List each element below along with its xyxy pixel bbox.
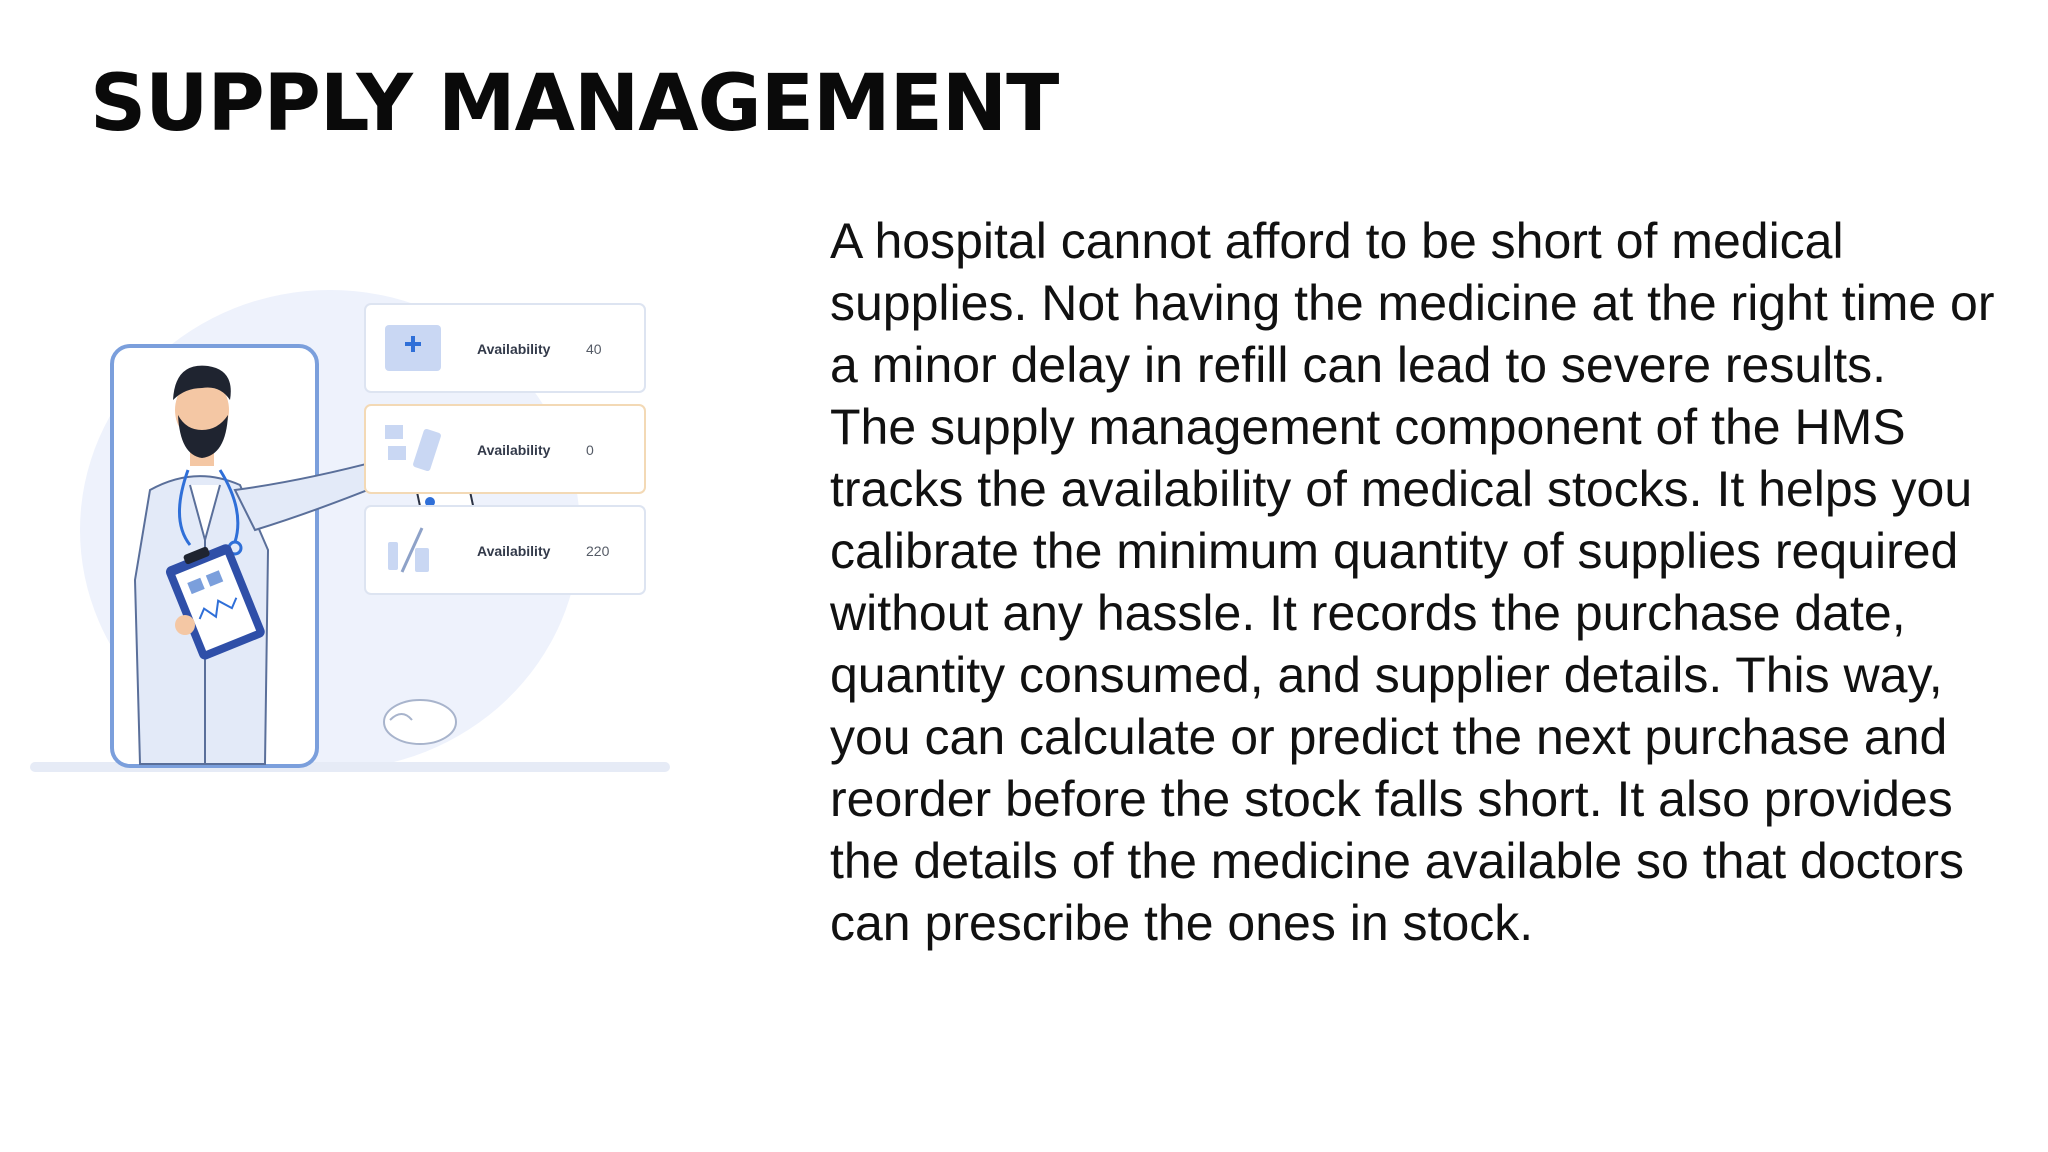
card-value: 0 — [586, 442, 594, 458]
card-label: Availability — [477, 543, 551, 559]
availability-card — [365, 304, 645, 392]
availability-card — [365, 405, 645, 493]
paragraph-intro: A hospital cannot afford to be short of medical supplies. Not having the medicine at the right time or a minor delay in refill can lead to severe results. — [830, 213, 1995, 393]
card-value: 220 — [586, 543, 610, 559]
body-text — [830, 210, 2010, 954]
slide-title: SUPPLY MANAGEMENT — [90, 59, 1059, 149]
doctor-illustration — [30, 280, 680, 800]
paragraph-details: The supply management component of the HMS tracks the availability of medical stocks. It helps you calibrate the minimum quantity of supplies required without any hassle. It records the purchase date, quantity consumed, and supplier details. This way, you can calculate or predict the next purchase and reorder before the stock falls short. It also provides the details of the medicine available so that doctors can prescribe the ones in stock. — [830, 399, 1973, 951]
sleeping-cat — [384, 700, 456, 744]
card-value: 40 — [586, 341, 602, 357]
card-label: Availability — [477, 442, 551, 458]
availability-card — [365, 506, 645, 594]
card-label: Availability — [477, 341, 551, 357]
